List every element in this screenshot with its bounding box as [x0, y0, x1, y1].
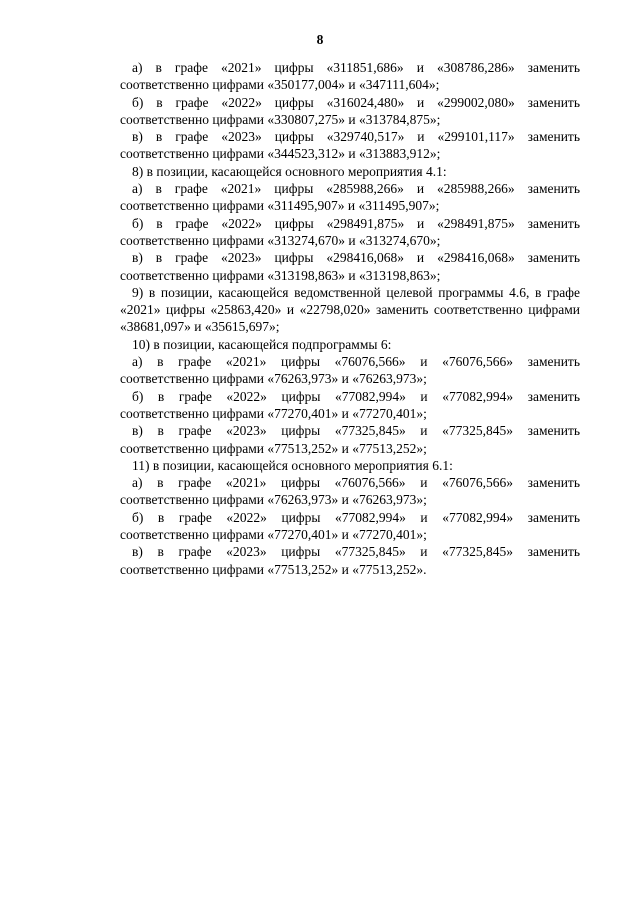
- paragraph-item-10b: б) в графе «2022» цифры «77082,994» и «77082,994» заменить соответственно цифрами «77270,401» и «77270,401»;: [120, 388, 580, 421]
- paragraph-item-8a: а) в графе «2021» цифры «285988,266» и «285988,266» заменить соответственно цифрами «311495,907» и «311495,907»;: [120, 181, 580, 214]
- paragraph-item-11b: б) в графе «2022» цифры «77082,994» и «77082,994» заменить соответственно цифрами «77270,401» и «77270,401»;: [120, 509, 580, 543]
- paragraph-item-7a: а) в графе «2021» цифры «311851,686» и «308786,286» заменить соответственно цифрами «350177,004» и «347111,604»;: [120, 60, 580, 93]
- paragraph-item-11a: а) в графе «2021» цифры «76076,566» и «76076,566» заменить соответственно цифрами «76263,973» и «76263,973»;: [120, 475, 580, 508]
- paragraph-item-7b: б) в графе «2022» цифры «316024,480» и «299002,080» заменить соответственно цифрами «330807,275» и «313784,875»;: [120, 94, 580, 127]
- paragraph-item-8: 8) в позиции, касающейся основного мероприятия 4.1:: [132, 163, 447, 179]
- paragraph-item-8b: б) в графе «2022» цифры «298491,875» и «298491,875» заменить соответственно цифрами «313274,670» и «313274,670»;: [120, 215, 580, 248]
- paragraph-item-10: 10) в позиции, касающейся подпрограммы 6:: [132, 336, 392, 352]
- document-body: [120, 59, 580, 578]
- paragraph-item-10c: в) в графе «2023» цифры «77325,845» и «77325,845» заменить соответственно цифрами «77513,252» и «77513,252»;: [120, 423, 580, 456]
- paragraph-item-11: 11) в позиции, касающейся основного мероприятия 6.1:: [132, 457, 453, 473]
- paragraph-item-11c: в) в графе «2023» цифры «77325,845» и «77325,845» заменить соответственно цифрами «77513,252» и «77513,252».: [120, 544, 580, 577]
- paragraph-item-10a: а) в графе «2021» цифры «76076,566» и «76076,566» заменить соответственно цифрами «76263,973» и «76263,973»;: [120, 354, 580, 387]
- paragraph-item-9: 9) в позиции, касающейся ведомственной целевой программы 4.6, в графе «2021» цифры «25863,420» и «22798,020» заменить соответственно цифрами «38681,097» и «35615,697»;: [120, 284, 580, 335]
- paragraph-item-7c: в) в графе «2023» цифры «329740,517» и «299101,117» заменить соответственно цифрами «344523,312» и «313883,912»;: [120, 129, 580, 162]
- page-number: 8: [316, 32, 324, 47]
- paragraph-item-8c: в) в графе «2023» цифры «298416,068» и «298416,068» заменить соответственно цифрами «313198,863» и «313198,863»;: [120, 250, 580, 283]
